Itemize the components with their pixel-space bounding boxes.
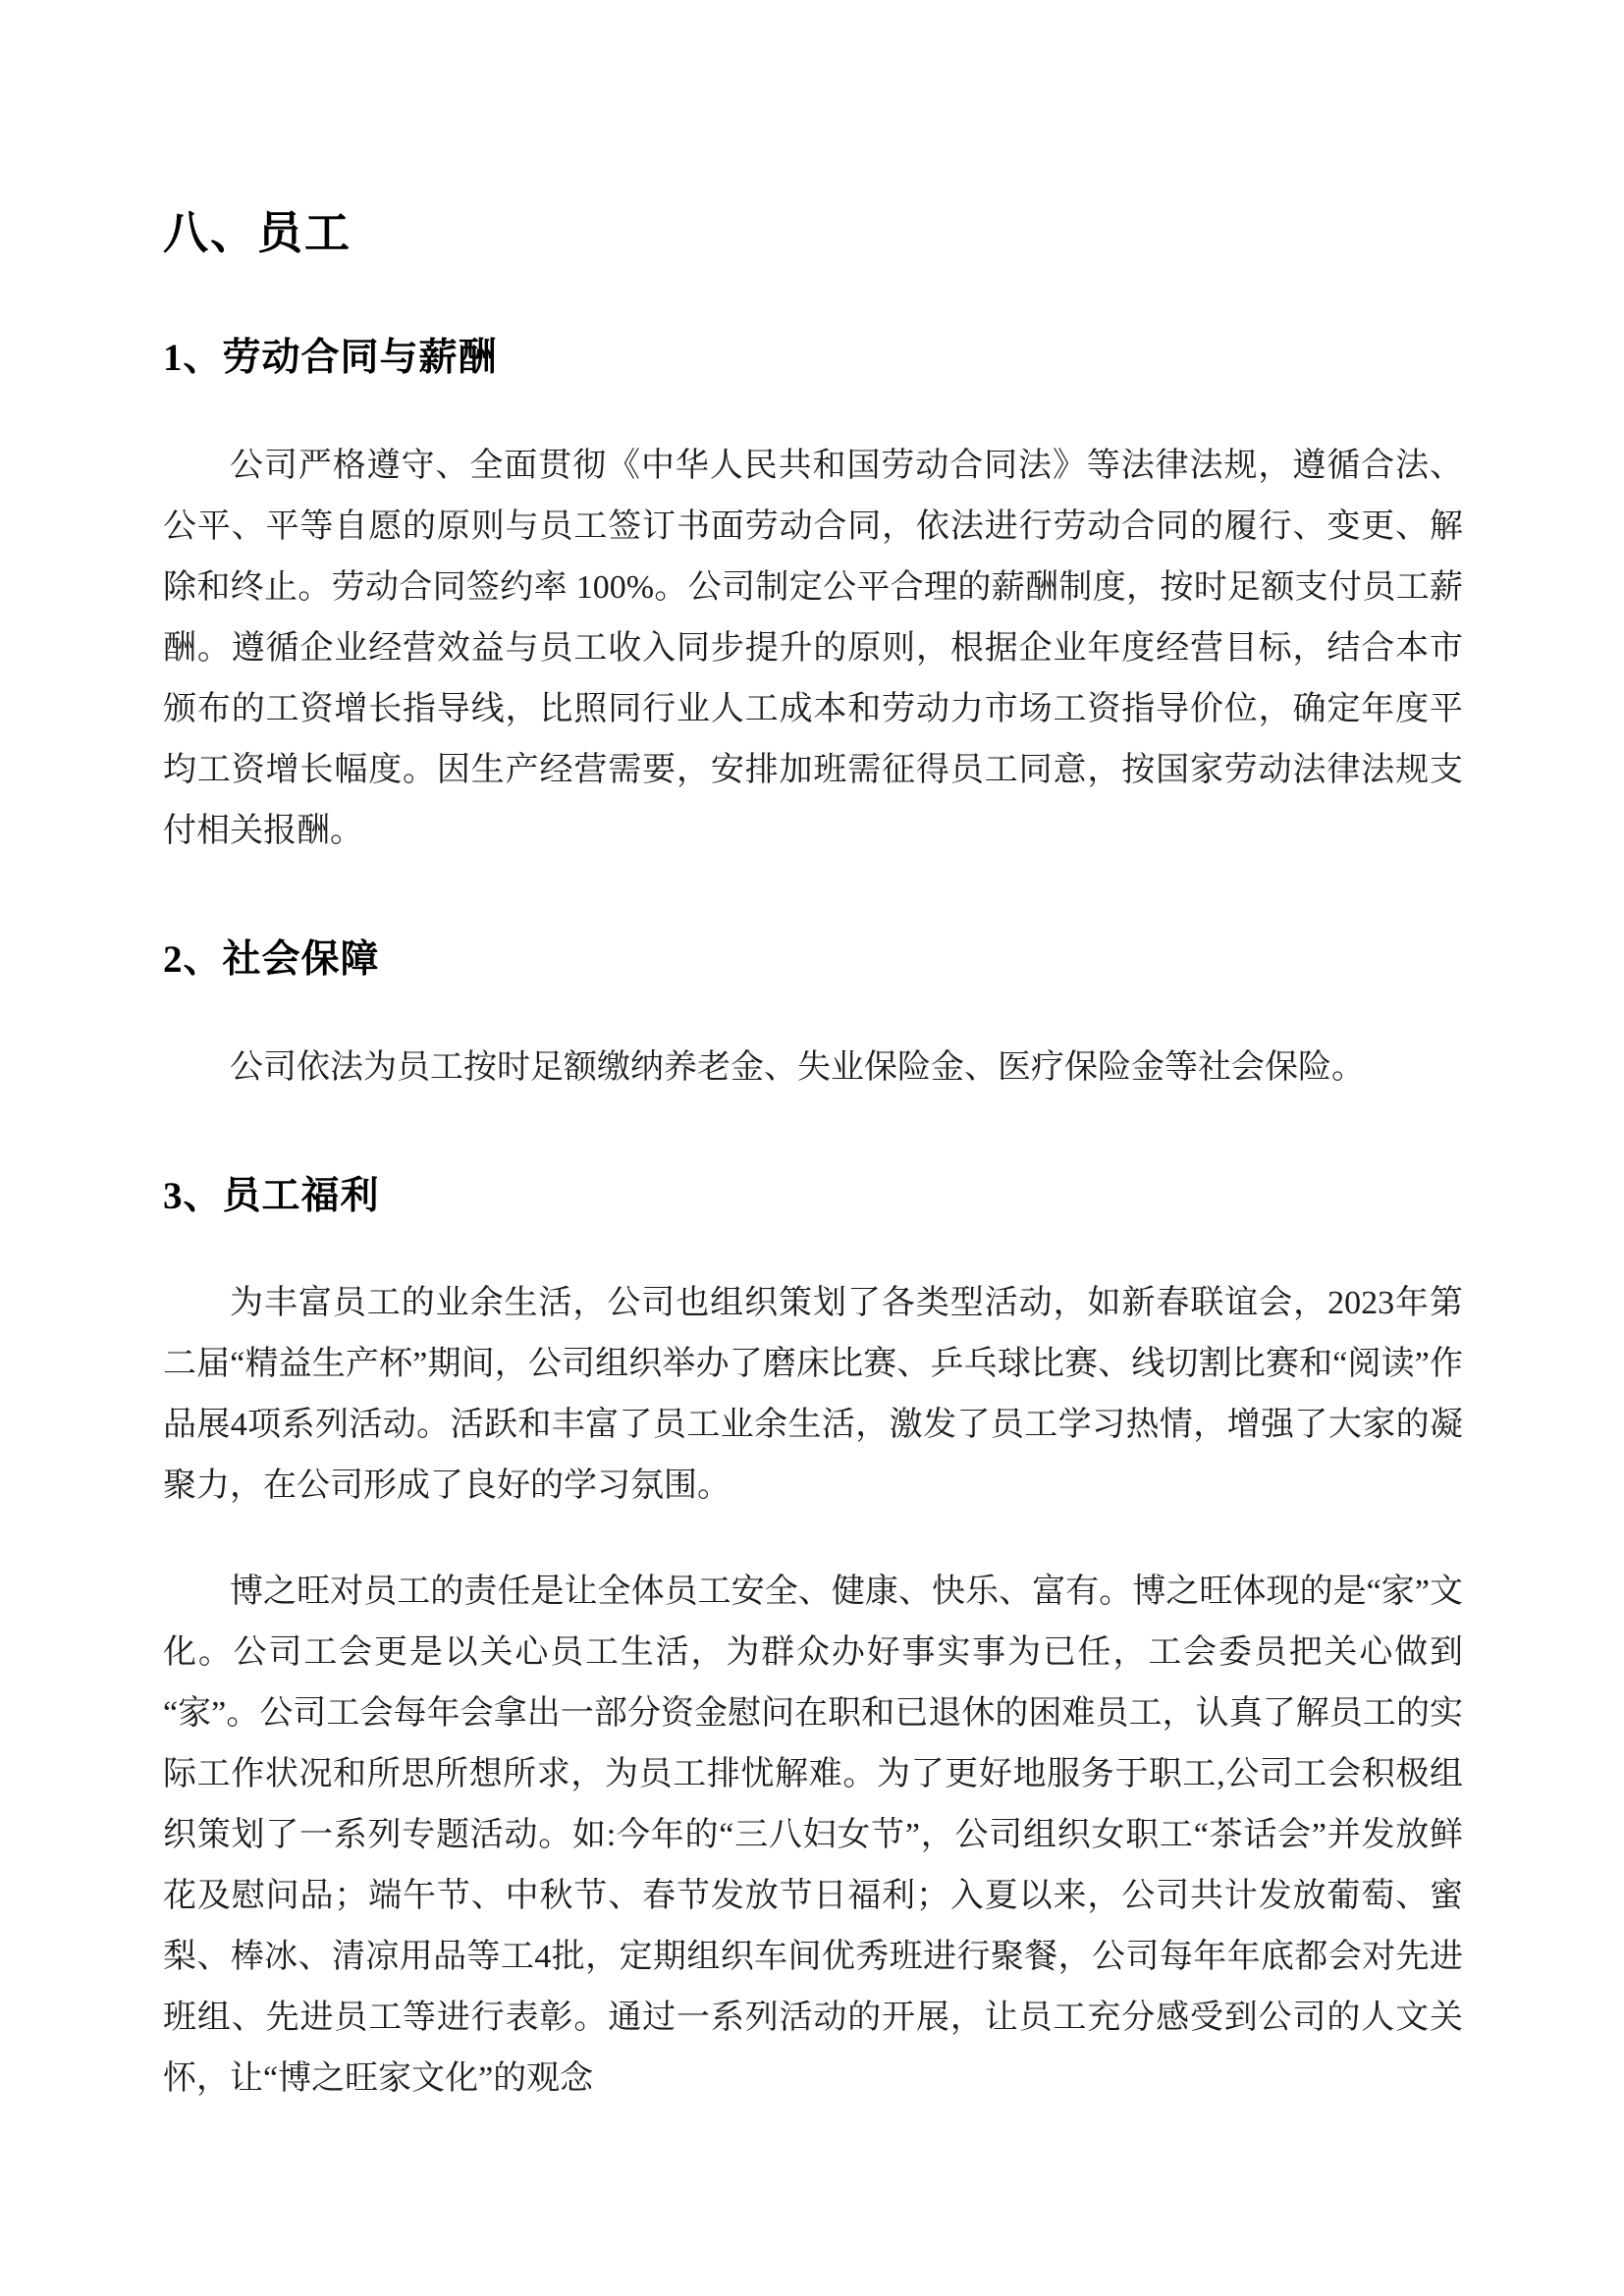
section-heading-social-security: 2、社会保障 xyxy=(163,937,380,981)
section-heading-labor-contract: 1、劳动合同与薪酬 xyxy=(163,336,498,379)
paragraph-family-culture: 博之旺对员工的责任是让全体员工安全、健康、快乐、富有。博之旺体现的是“家”文化。公司工会更是以关心员工生活，为群众办好事实事为已任，工会委员把关心做到“家”。公司工会每年会拿出一部分资金慰问在职和已退休的困难员工，认真了解员工的实际工作状况和所思所想所求，为员工排忧解难。为了更好地服务于职工,公司工会积极组织策划了一系列专题活动。如:今年的“三八妇女节”，公司组织女职工“茶话会”并发放鲜花及慰问品；端午节、中秋节、春节发放节日福利；入夏以来，公司共计发放葡萄、蜜梨、棒冰、清凉用品等工4批，定期组织车间优秀班进行聚餐，公司每年年底都会对先进班组、先进员工等进行表彰。通过一系列活动的开展，让员工充分感受到公司的人文关怀，让“博之旺家文化”的观念 xyxy=(163,1574,1463,2098)
section-heading-employee-benefits: 3、员工福利 xyxy=(163,1174,380,1217)
paragraph-labor-contract: 公司严格遵守、全面贯彻《中华人民共和国劳动合同法》等法律法规，遵循合法、公平、平等自愿的原则与员工签订书面劳动合同，依法进行劳动合同的履行、变更、解除和终止。劳动合同签约率 100%。公司制定公平合理的薪酬制度，按时足额支付员工薪酬。遵循企业经营效益与员工收入同步提升的原则，根据企业年度经营目标，结合本市颁布的工资增长指导线，比照同行业人工成本和劳动力市场工资指导价位，确定年度平均工资增长幅度。因生产经营需要，安排加班需征得员工同意，按国家劳动法律法规支付相关报酬。 xyxy=(163,447,1463,849)
paragraph-employee-activities: 为丰富员工的业余生活，公司也组织策划了各类型活动，如新春联谊会，2023年第二届“精益生产杯”期间，公司组织举办了磨床比赛、乒乓球比赛、线切割比赛和“阅读”作品展4项系列活动。活跃和丰富了员工业余生活，激发了员工学习热情，增强了大家的凝聚力，在公司形成了良好的学习氛围。 xyxy=(163,1285,1463,1505)
page-title: 八、员工 xyxy=(163,208,352,258)
paragraph-social-security: 公司依法为员工按时足额缴纳养老金、失业保险金、医疗保险金等社会保险。 xyxy=(230,1048,1365,1086)
